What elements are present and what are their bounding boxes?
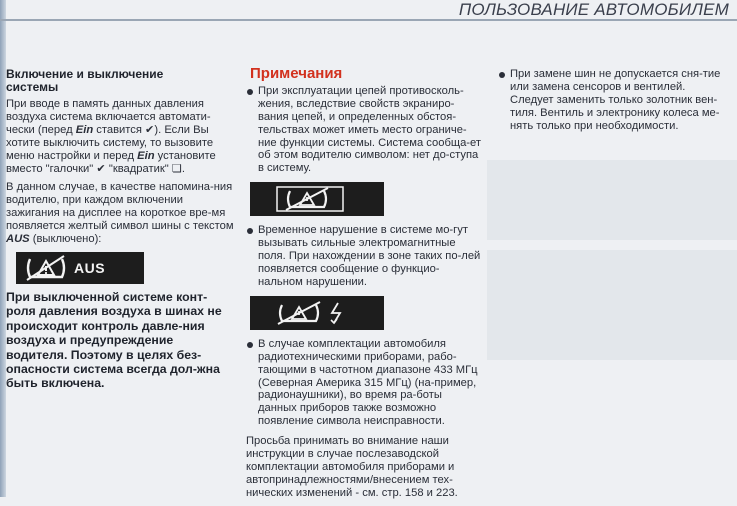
section-title-line1: Включение и выключение [6,67,164,81]
paragraph-enable [6,98,234,175]
ein-term: Ein [137,149,155,162]
note-bullet-fields: Временное нарушение в системе мо-гут вызывать сильные электромагнитные поля. При нахождении в зоне таких по-лей появляется сообщение о функцио-нальном нарушении. [246,224,481,289]
aus-term: AUS [6,233,30,246]
note-bullet-radio: В случае комплектации автомобиля радиотехническими приборами, рабо-тающими в частотном диапазоне 433 МГц (Северная Америка 315 МГц) (на-пример, радионаушники), во время ра-боты данных приборов также возможно появление символа неисправности. [246,338,481,428]
notes-title: Примечания [250,65,343,82]
para2-text-a: В данном случае, в качестве напомина-ния водителю, при каждом включении зажигания на дисплее на короткое вре-мя появляется желтый символ шины с текстом [6,181,234,233]
paragraph-reminder [6,181,234,246]
para2-text-b: (выключено): [29,233,102,246]
tire-no-access-icon [276,186,346,212]
bleed-through-shade [487,250,737,360]
note-bullet-chains: При эксплуатации цепей противосколь-жения, вследствие свойств экраниро-вания цепей, и определенных обстоя-тельствах может иметь место ограниче-ние функции системы. Система сообща-ет об этом водителю символом: нет до-ступа в систему. [246,85,481,175]
section-title-line2: системы [6,80,59,94]
tire-fault-icon [276,300,350,326]
tire-warning-icon [24,255,68,281]
column-left [6,68,234,391]
note-bullet-tire-change: При замене шин не допускается сня-тие или замена сенсоров и вентилей. Следует заменить только золотник вен-тиля. Вентиль и электронику колеса ме-нять только при необходимости. [498,68,730,133]
column-middle [246,65,481,506]
column-right [498,68,730,140]
ein-term: Ein [75,123,94,136]
bleed-through-shade [487,160,737,240]
display-aus-text: AUS [74,259,106,276]
tire-display-aus [16,252,144,284]
tire-display-no-access [250,182,384,216]
page-title: ПОЛЬЗОВАНИЕ АВТОМОБИЛЕМ [458,0,729,19]
section-title [6,68,234,94]
para1-text-a: При вводе в память данных давления воздуха система включается автомати-чески (перед [6,98,211,136]
safety-warning: При выключенной системе конт-роля давления воздуха в шинах не происходит контроль давле-ния воздуха и предупреждение водителя. Поэтому в целях без-опасности система всегда дол-жна быть включена. [6,289,222,391]
tire-display-fault [250,296,384,330]
para1-text-c: установите вместо "галочки" ✔ "квадратик" ❏. [6,149,216,175]
note-paragraph-instructions: Просьба принимать во внимание наши инструкции в случае послезаводской комплектации автомобиля приборами и автопринадлежностями/внесением тех-нических изменений - см. стр. 158 и 223. [246,435,458,499]
header-rule [0,19,737,21]
para1-text-b: ставится ✔). Если Вы хотите выключить систему, то вызовите меню настройки и перед [6,123,214,162]
